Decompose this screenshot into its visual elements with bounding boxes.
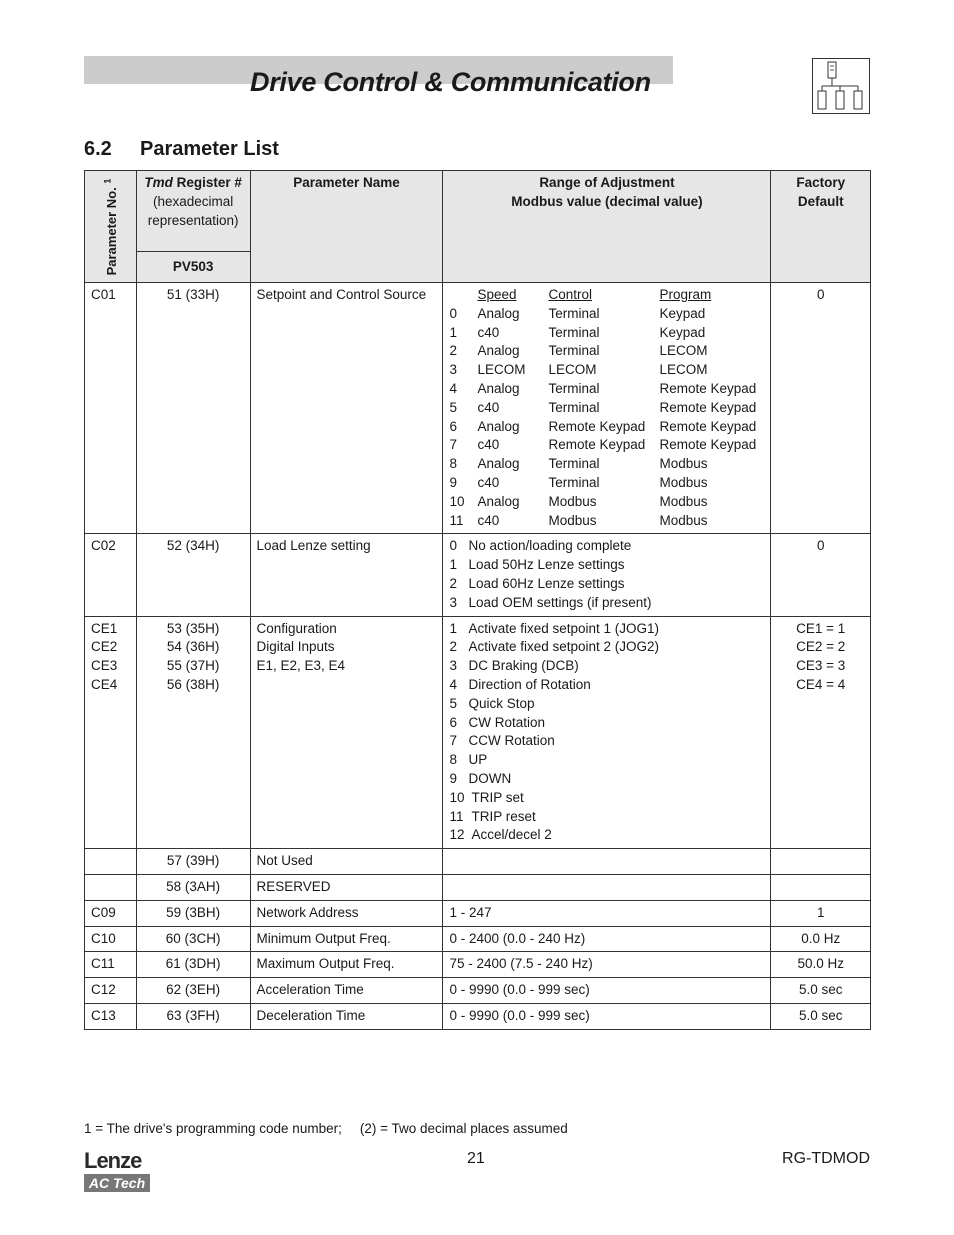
option-text: Direction of Rotation	[468, 676, 591, 692]
source-value: Analog	[477, 380, 520, 396]
source-value: Analog	[477, 305, 520, 321]
source-value: Modbus	[659, 474, 708, 490]
source-value: Modbus	[659, 512, 708, 528]
header-range: Range of Adjustment Modbus value (decimal value)	[443, 171, 771, 283]
source-value: Remote Keypad	[659, 380, 757, 396]
list-item	[449, 789, 764, 808]
option-code: 10	[449, 789, 465, 805]
header-factory-default: Factory Default	[771, 171, 871, 283]
source-value: c40	[477, 324, 500, 340]
list-item	[449, 808, 764, 827]
parameter-table	[84, 170, 871, 1030]
list-item	[449, 594, 764, 613]
option-text: TRIP reset	[471, 808, 536, 824]
page-title: Drive Control & Communication	[250, 67, 651, 97]
option-code: 0	[449, 538, 457, 554]
option-list	[449, 620, 764, 846]
cell-name: Load Lenze setting	[250, 534, 443, 616]
document-code: RG-TDMOD	[782, 1150, 870, 1167]
source-value: Terminal	[548, 380, 600, 396]
source-code: 0	[449, 305, 457, 321]
list-item	[449, 826, 764, 845]
cell-param: C02	[85, 534, 137, 616]
option-text: No action/loading complete	[468, 538, 632, 554]
cell-range	[443, 616, 771, 849]
table-row: C11 61 (3DH) Maximum Output Freq. 75 - 2400 (7.5 - 240 Hz) 50.0 Hz	[85, 952, 871, 978]
cell-register: 51 (33H)	[136, 283, 250, 534]
section-number: 6.2	[84, 138, 112, 160]
source-code: 7	[449, 437, 457, 453]
table-row-ce	[85, 616, 871, 849]
table-row-c02	[85, 534, 871, 616]
source-code: 11	[449, 512, 464, 528]
header-pv503: PV503	[136, 252, 250, 283]
option-text: Load OEM settings (if present)	[468, 594, 652, 610]
table-row: 58 (3AH) RESERVED	[85, 874, 871, 900]
list-item	[449, 770, 764, 789]
lenze-actech-logo	[84, 1150, 152, 1194]
source-value: Analog	[477, 418, 520, 434]
logo-lenze-text: Lenze	[84, 1148, 142, 1173]
page-number: 21	[467, 1150, 485, 1167]
option-code: 3	[449, 658, 457, 674]
source-code: 2	[449, 343, 457, 359]
source-value: Terminal	[548, 399, 600, 415]
table-row: C13 63 (3FH) Deceleration Time 0 - 9990 (0.0 - 999 sec) 5.0 sec	[85, 1003, 871, 1029]
cell-register: 53 (35H) 54 (36H) 55 (37H) 56 (38H)	[136, 616, 250, 849]
option-code: 2	[449, 639, 457, 655]
source-value: Modbus	[659, 493, 708, 509]
cell-name: Setpoint and Control Source	[250, 283, 443, 534]
source-value: Terminal	[548, 456, 600, 472]
source-value: Terminal	[548, 305, 600, 321]
option-text: Activate fixed setpoint 1 (JOG1)	[468, 620, 660, 636]
cell-name: Configuration Digital Inputs E1, E2, E3, E4	[250, 616, 443, 849]
option-text: TRIP set	[471, 789, 524, 805]
source-value: Remote Keypad	[659, 418, 757, 434]
source-code: 8	[449, 456, 457, 472]
source-value: c40	[477, 512, 500, 528]
section-title: Parameter List	[140, 138, 279, 160]
cell-range	[443, 283, 771, 534]
list-item	[449, 575, 764, 594]
source-value: Modbus	[548, 512, 597, 528]
option-code: 7	[449, 733, 457, 749]
source-value: LECOM	[548, 362, 597, 378]
table-row: C10 60 (3CH) Minimum Output Freq. 0 - 2400 (0.0 - 240 Hz) 0.0 Hz	[85, 926, 871, 952]
list-item	[449, 537, 764, 556]
header-parameter-name: Parameter Name	[250, 171, 443, 283]
list-item	[449, 732, 764, 751]
source-value: Keypad	[659, 324, 706, 340]
option-code: 1	[449, 557, 457, 573]
source-value: Keypad	[659, 305, 706, 321]
option-text: DOWN	[468, 770, 512, 786]
source-grid: Speed Control Program 0 Analog Terminal Keypad 1 c40 Terminal Keypad 2 Analog Terminal LECOM 3 LECOM LECOM LECOM 4 Analog Terminal Remote Keypad 5 c40 Terminal Remote Keypad 6 Analog Remote Keypad Remote Keypad 7 c40 Remote Keypad Remote Keypad 8 Analog Terminal Modbus 9 c40 Terminal Modbus 10 Analog Modbus Modbus 11 c40 Modbus Modbus	[449, 286, 764, 530]
source-value: Terminal	[548, 343, 600, 359]
option-code: 1	[449, 620, 457, 636]
logo-actech-text: AC Tech	[84, 1174, 150, 1192]
option-text: Load 60Hz Lenze settings	[468, 575, 625, 591]
footnote: 1 = The drive's programming code number; (2) = Two decimal places assumed	[84, 1121, 568, 1136]
cell-range	[443, 534, 771, 616]
list-item	[449, 676, 764, 695]
table-header-row	[85, 171, 871, 252]
source-value: Remote Keypad	[548, 437, 646, 453]
list-item	[449, 620, 764, 639]
option-code: 5	[449, 695, 457, 711]
cell-register: 52 (34H)	[136, 534, 250, 616]
source-value: LECOM	[659, 362, 708, 378]
source-value: Terminal	[548, 324, 600, 340]
option-code: 11	[449, 808, 464, 824]
option-code: 9	[449, 770, 457, 786]
source-value: Modbus	[548, 493, 597, 509]
source-value: Modbus	[659, 456, 708, 472]
table-row: C09 59 (3BH) Network Address 1 - 247 1	[85, 900, 871, 926]
option-text: Activate fixed setpoint 2 (JOG2)	[468, 639, 660, 655]
source-code: 1	[449, 324, 457, 340]
source-code: 3	[449, 362, 457, 378]
source-value: Terminal	[548, 474, 600, 490]
source-code: 6	[449, 418, 457, 434]
option-text: Load 50Hz Lenze settings	[468, 557, 625, 573]
header-parameter-no: Parameter No. $^1$	[85, 171, 137, 283]
list-item	[449, 751, 764, 770]
option-code: 6	[449, 714, 457, 730]
source-code: 9	[449, 474, 457, 490]
source-value: Analog	[477, 343, 520, 359]
option-text: CW Rotation	[468, 714, 545, 730]
source-value: Remote Keypad	[548, 418, 646, 434]
source-value: Analog	[477, 456, 520, 472]
option-text: Quick Stop	[468, 695, 535, 711]
list-item	[449, 657, 764, 676]
option-code: 3	[449, 594, 457, 610]
source-value: c40	[477, 474, 500, 490]
option-code: 12	[449, 827, 465, 843]
option-text: UP	[468, 752, 488, 768]
option-text: Accel/decel 2	[471, 827, 552, 843]
list-item	[449, 556, 764, 575]
table-row: C12 62 (3EH) Acceleration Time 0 - 9990 (0.0 - 999 sec) 5.0 sec	[85, 978, 871, 1004]
option-code: 2	[449, 575, 457, 591]
list-item	[449, 638, 764, 657]
cell-default: CE1 = 1 CE2 = 2 CE3 = 3 CE4 = 4	[771, 616, 871, 849]
source-code: 10	[449, 493, 465, 509]
list-item	[449, 714, 764, 733]
source-value: Analog	[477, 493, 520, 509]
header-register: Tmd Register # (hexadecimal representation)	[136, 171, 250, 252]
option-code: 4	[449, 676, 457, 692]
source-code: 4	[449, 380, 457, 396]
table-row: 57 (39H) Not Used	[85, 849, 871, 875]
source-code: 5	[449, 399, 457, 415]
cell-param: C01	[85, 283, 137, 534]
source-value: LECOM	[659, 343, 708, 359]
cell-default: 0	[771, 283, 871, 534]
cell-default: 0	[771, 534, 871, 616]
option-list	[449, 537, 764, 612]
network-diagram-icon	[812, 58, 870, 114]
source-value: Remote Keypad	[659, 399, 757, 415]
option-code: 8	[449, 752, 457, 768]
section-heading	[84, 138, 279, 161]
option-text: DC Braking (DCB)	[468, 658, 579, 674]
option-text: CCW Rotation	[468, 733, 555, 749]
table-row-c01	[85, 283, 871, 534]
list-item	[449, 695, 764, 714]
source-value: c40	[477, 399, 500, 415]
source-value: Remote Keypad	[659, 437, 757, 453]
source-value: LECOM	[477, 362, 526, 378]
cell-param: CE1 CE2 CE3 CE4	[85, 616, 137, 849]
source-value: c40	[477, 437, 500, 453]
